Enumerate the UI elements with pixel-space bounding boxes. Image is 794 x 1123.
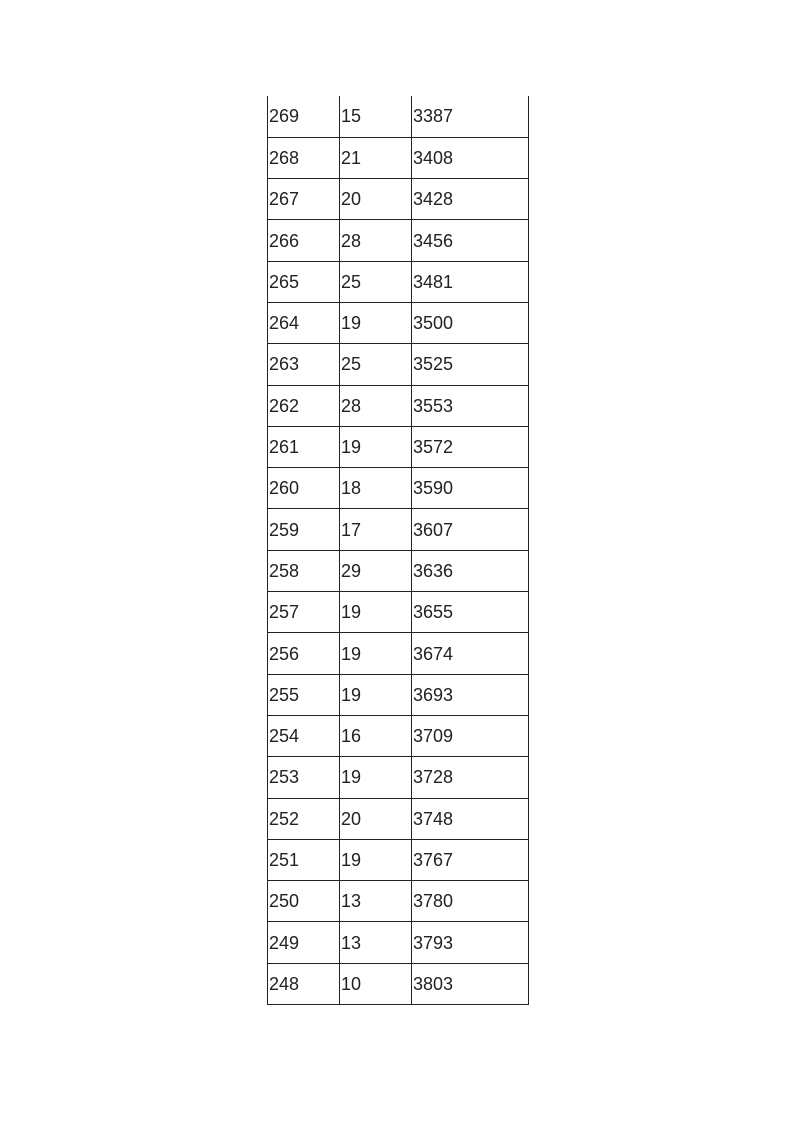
count-cell: 19 xyxy=(340,839,412,880)
score-cell: 259 xyxy=(268,509,340,550)
table-row xyxy=(268,592,529,633)
count-cell: 19 xyxy=(340,426,412,467)
cumulative-cell: 3607 xyxy=(412,509,529,550)
cumulative-cell: 3428 xyxy=(412,179,529,220)
cumulative-cell: 3456 xyxy=(412,220,529,261)
score-cell: 257 xyxy=(268,592,340,633)
count-cell: 20 xyxy=(340,179,412,220)
count-cell: 28 xyxy=(340,385,412,426)
count-cell: 13 xyxy=(340,881,412,922)
count-cell: 18 xyxy=(340,468,412,509)
table-row xyxy=(268,633,529,674)
cumulative-cell: 3387 xyxy=(412,96,529,137)
cumulative-cell: 3500 xyxy=(412,302,529,343)
score-cell: 269 xyxy=(268,96,340,137)
count-cell: 19 xyxy=(340,592,412,633)
count-cell: 25 xyxy=(340,344,412,385)
cumulative-cell: 3803 xyxy=(412,963,529,1004)
score-cell: 260 xyxy=(268,468,340,509)
score-cell: 252 xyxy=(268,798,340,839)
cumulative-cell: 3767 xyxy=(412,839,529,880)
count-cell: 19 xyxy=(340,674,412,715)
count-cell: 20 xyxy=(340,798,412,839)
score-cell: 267 xyxy=(268,179,340,220)
count-cell: 25 xyxy=(340,261,412,302)
cumulative-cell: 3553 xyxy=(412,385,529,426)
cumulative-cell: 3793 xyxy=(412,922,529,963)
count-cell: 17 xyxy=(340,509,412,550)
score-cell: 261 xyxy=(268,426,340,467)
table-row xyxy=(268,509,529,550)
score-cell: 264 xyxy=(268,302,340,343)
table-row xyxy=(268,96,529,137)
score-cell: 253 xyxy=(268,757,340,798)
count-cell: 28 xyxy=(340,220,412,261)
table-row xyxy=(268,798,529,839)
table-row xyxy=(268,344,529,385)
count-cell: 16 xyxy=(340,715,412,756)
cumulative-cell: 3748 xyxy=(412,798,529,839)
table-row xyxy=(268,674,529,715)
table-row xyxy=(268,757,529,798)
score-cell: 256 xyxy=(268,633,340,674)
table-row xyxy=(268,715,529,756)
table-row xyxy=(268,137,529,178)
table-row xyxy=(268,963,529,1004)
table-row xyxy=(268,550,529,591)
table-body xyxy=(268,96,529,1005)
score-cell: 258 xyxy=(268,550,340,591)
cumulative-cell: 3572 xyxy=(412,426,529,467)
score-cell: 262 xyxy=(268,385,340,426)
table-row xyxy=(268,385,529,426)
cumulative-cell: 3780 xyxy=(412,881,529,922)
cumulative-cell: 3525 xyxy=(412,344,529,385)
table-row xyxy=(268,922,529,963)
count-cell: 21 xyxy=(340,137,412,178)
count-cell: 19 xyxy=(340,633,412,674)
cumulative-cell: 3728 xyxy=(412,757,529,798)
count-cell: 13 xyxy=(340,922,412,963)
score-table xyxy=(267,96,529,1005)
table-row xyxy=(268,881,529,922)
score-cell: 248 xyxy=(268,963,340,1004)
score-cell: 251 xyxy=(268,839,340,880)
count-cell: 19 xyxy=(340,302,412,343)
score-cell: 254 xyxy=(268,715,340,756)
score-cell: 255 xyxy=(268,674,340,715)
table-row xyxy=(268,426,529,467)
table-row xyxy=(268,220,529,261)
cumulative-cell: 3655 xyxy=(412,592,529,633)
count-cell: 29 xyxy=(340,550,412,591)
score-cell: 263 xyxy=(268,344,340,385)
score-cell: 265 xyxy=(268,261,340,302)
table-row xyxy=(268,261,529,302)
table-row xyxy=(268,839,529,880)
table-row xyxy=(268,468,529,509)
cumulative-cell: 3636 xyxy=(412,550,529,591)
score-cell: 249 xyxy=(268,922,340,963)
cumulative-cell: 3481 xyxy=(412,261,529,302)
cumulative-cell: 3590 xyxy=(412,468,529,509)
cumulative-cell: 3674 xyxy=(412,633,529,674)
score-cell: 268 xyxy=(268,137,340,178)
score-cell: 250 xyxy=(268,881,340,922)
score-cell: 266 xyxy=(268,220,340,261)
count-cell: 19 xyxy=(340,757,412,798)
cumulative-cell: 3408 xyxy=(412,137,529,178)
cumulative-cell: 3693 xyxy=(412,674,529,715)
table-row xyxy=(268,179,529,220)
count-cell: 15 xyxy=(340,96,412,137)
table-row xyxy=(268,302,529,343)
count-cell: 10 xyxy=(340,963,412,1004)
cumulative-cell: 3709 xyxy=(412,715,529,756)
